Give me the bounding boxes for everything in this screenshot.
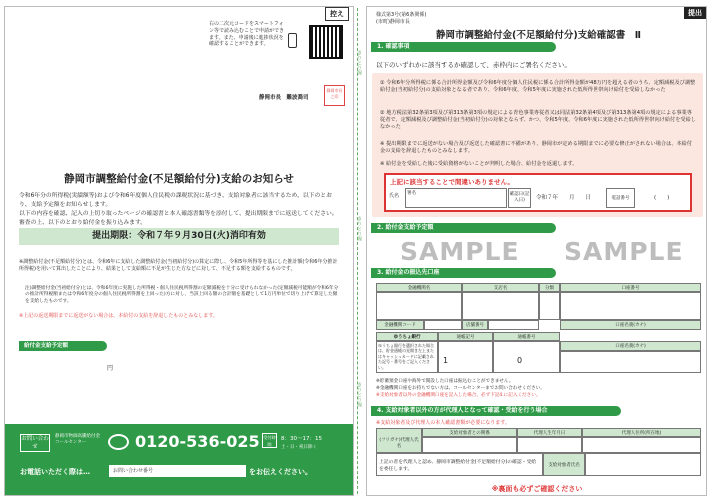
phone-label: 電話番号	[606, 188, 635, 208]
issuer: 静岡市長 難波喬司	[259, 95, 309, 101]
account-type-field[interactable]	[539, 292, 560, 320]
call-center-name: 静岡市物価高騰給付金コールセンター	[55, 434, 100, 445]
section-amount: 2. 給付金支給予定額	[371, 223, 556, 233]
section-bank-account: 3. 給付金の振込先口座	[371, 268, 556, 278]
bank-note-2: ※金融機関口座をお持ちでない方は、コールセンターまでお問い合わせください。	[376, 386, 545, 391]
bank-note-3: ※支給対象者以外の金融機関口座を記入した場合、必ず下記4.に記入ください。	[376, 393, 541, 398]
bank-code-label: 金融機関コード	[376, 320, 424, 330]
signature-field[interactable]	[405, 188, 507, 208]
free-dial-icon	[108, 434, 129, 450]
note-original-grant: 注)調整給付金(当初給付分)とは、令和6年度に実施した所得税・個人住民税所得割の定額減税を十分に受けられなかった(定額減税可能額が令和6年分の推計所得税額または令和6年度分の個人住民税所得割を上回った)方に対し、当該上回る額の合計額を基礎として1万円単位で切り上げて算定した額を支給したものです。	[25, 286, 339, 304]
bank-note-1: ※貯蓄預金口座や海外で開設した口座は振込むことができません。	[376, 379, 514, 384]
proxy-note: ※支給対象者及び代理人の本人確認書類が必要になります。	[376, 420, 510, 426]
confirmation-date-label: 確認日(記入日)	[508, 188, 531, 208]
yucho-number-header: 通帳番号	[493, 332, 560, 341]
proxy-birthdate-field[interactable]	[517, 437, 582, 453]
proxy-address-field[interactable]	[582, 437, 701, 453]
confirmation-panel	[372, 73, 703, 217]
yucho-instruction: ゆうちょ銀行を選択された場合は、貯金通帳の見開き左上またはキャッシュカードに記載された記号・番号をご記入ください。	[376, 341, 438, 373]
contact-footer	[5, 424, 354, 496]
account-holder-kana-field[interactable]	[560, 351, 701, 373]
account-number-field[interactable]	[560, 292, 701, 320]
signature-name-label: 氏名	[389, 193, 400, 199]
target-name-field[interactable]	[585, 453, 701, 476]
yucho-account-holder-kana-label: 口座名義(カナ)	[560, 341, 701, 351]
note-definition: ※調整給付金(不足額給付分)とは、令和6年に支給した調整給付金(当初給付分)の算定に際し、令和5年所得等を基にした推計額(令和6年分推計所得税)を用いて算出したことにより、結果として支給額に不足が生じた方などに対して、不足する額を支給するものです。	[19, 259, 338, 272]
yucho-code-field[interactable]: 1	[438, 341, 493, 373]
confirmation-intro: 以下のいずれかに該当するか確認して、赤枠内にご署名ください。	[376, 61, 571, 69]
relationship-field[interactable]	[422, 437, 517, 453]
phone-field[interactable]: ( )	[654, 195, 670, 201]
amount-section-label: 給付金支給予定額	[19, 341, 107, 351]
confirmation-title: 静岡市調整給付金(不足額給付分)支給確認書 Ⅱ	[436, 30, 641, 41]
left-notice-page	[4, 6, 354, 496]
branch-name-header: 支店名	[462, 283, 539, 292]
qr-instruction: 右の二次元コードをスマートフォン等で読み込むことで申請ができます。また、申請後に進捗状況を確認することができます。	[209, 21, 285, 48]
notice-title: 静岡市調整給付金(不足額給付分)支給のお知らせ	[64, 173, 294, 185]
right-confirmation-page	[366, 6, 707, 496]
yucho-number-field[interactable]: 0	[493, 341, 560, 373]
confirm-statement: 上記に該当することで間違いありません。	[390, 178, 514, 186]
branch-code-field[interactable]	[488, 320, 539, 330]
target-name-label: 支給対象者氏名	[543, 453, 585, 476]
bank-name-header: 金融機関名	[376, 283, 462, 292]
eligibility-item-2: ② 地方税法第32条第3項及び第313条第3項の規定による青色事業専従者又は同法第32条第4項及び第313条第4項の規定による事業専従者で、定額減税及び調整給付金(当初給付分)の対象とならず、かつ、令和5年度、令和6年度に実施された低所得世帯向け給付を受給しなかった	[380, 110, 696, 131]
proxy-delegation-text: 上記の者を代理人と認め、静岡市調整給付金(不足額給付分)の確認・受給を委任します。	[376, 453, 543, 476]
submit-label: 提出	[684, 7, 706, 19]
yucho-code-header: 通帳記号	[438, 332, 493, 341]
relationship-header: 支給対象者との関係	[422, 428, 517, 437]
proxy-birthdate-header: 代理人生年月日	[517, 428, 582, 437]
branch-name-field[interactable]	[462, 292, 539, 320]
proxy-name-label: (フリガナ)代理人氏名	[376, 428, 422, 453]
signature-field-label: 署名	[407, 191, 416, 196]
business-days-note: 土・日・祝日除く	[281, 445, 317, 450]
official-seal	[324, 85, 345, 106]
note-deadline-warning: ※上記の返送期限までに返送がない場合は、本給付の支給を辞退したものとみなします。	[19, 313, 218, 319]
hours-label: 受付時間	[263, 435, 276, 447]
business-hours: 8：30～17：15	[281, 436, 322, 442]
stub-label: 控え	[325, 7, 349, 21]
form-issuer: (市町)静岡市長	[376, 19, 410, 25]
account-holder-kana-label: 口座名義(カナ)	[560, 320, 701, 330]
section-proxy: 4. 支給対象者以外の方が代理人となって確認・受給を行う場合	[371, 406, 621, 416]
proxy-address-header: 代理人住所(所在地)	[582, 428, 701, 437]
call-suffix: をお伝えください。	[249, 468, 312, 476]
proxy-table	[376, 428, 701, 478]
seal-text: 静岡市長之印	[326, 88, 343, 99]
eligibility-note-1: ※ 提出期限までに返送がない場合及び返送した確認書に不備があり、静岡市が定める期限までに必要な修正がされない場合は、本給付金の支給を辞退したものとみなします。	[380, 141, 693, 155]
signature-box[interactable]	[384, 173, 692, 212]
account-type-header: 分類	[539, 283, 560, 292]
qr-code[interactable]	[309, 25, 343, 59]
perforation-line: きりとり線 きりとり線 きりとり線	[357, 8, 363, 494]
section-confirmation: 1. 確認事項	[371, 42, 556, 52]
eligibility-note-2: ※ 給付金を受給した後に受給資格がないことが判明した場合、給付金を返還します。	[380, 161, 578, 167]
notice-body: 令和6年分の所得税(実績額等)および令和6年度個人住民税の課税状況に基づき、支給対象者に該当するため、以下のとおり、支給予定額をお知らせします。 以下の内容を確認、記入の上切り取ったページの確認書と本人確認書類等を添付して、提出期限までに返送してください。審査の上、以下のとおり給付金を振り込みます。	[19, 193, 338, 226]
branch-code-label: 店舗番号	[462, 320, 488, 330]
call-prefix: お電話いただく際は…	[20, 468, 90, 476]
yucho-bank-label: ゆうちょ銀行	[376, 332, 438, 341]
confirmation-date-field[interactable]: 令和７年 月 日	[536, 195, 592, 201]
inquiry-label: お問い合わせ	[21, 436, 49, 450]
form-number: 様式第3号(第6条関係)	[376, 12, 427, 18]
bank-name-field[interactable]	[376, 292, 462, 320]
phone-number[interactable]: 0120-536-025	[135, 432, 260, 451]
sample-watermark-left: SAMPLE	[400, 237, 520, 266]
account-number-header: 口座番号	[560, 283, 701, 292]
sample-watermark-right: SAMPLE	[564, 237, 684, 266]
bank-code-field[interactable]	[424, 320, 462, 330]
eligibility-item-1: ① 令和6年分所得税に係る合計所得金額及び令和6年度分個人住民税に係る合計所得金額が48万円を超える者のうち、定額減税及び調整給付金(当初給付分)の支給対象となる者であり、令和6年度、令和5年度に実施された低所得世帯向け給付を受給しなかった	[380, 80, 696, 94]
amount-unit: 円	[107, 365, 114, 372]
deadline-banner: 提出期限：令和７年９月30日(火)消印有効	[19, 228, 339, 245]
bank-account-table	[376, 283, 701, 377]
smartphone-icon	[288, 33, 297, 48]
inquiry-number-box: お問い合わせ番号	[109, 465, 246, 477]
back-side-reminder: ※裏面も必ずご確認ください	[491, 485, 583, 493]
